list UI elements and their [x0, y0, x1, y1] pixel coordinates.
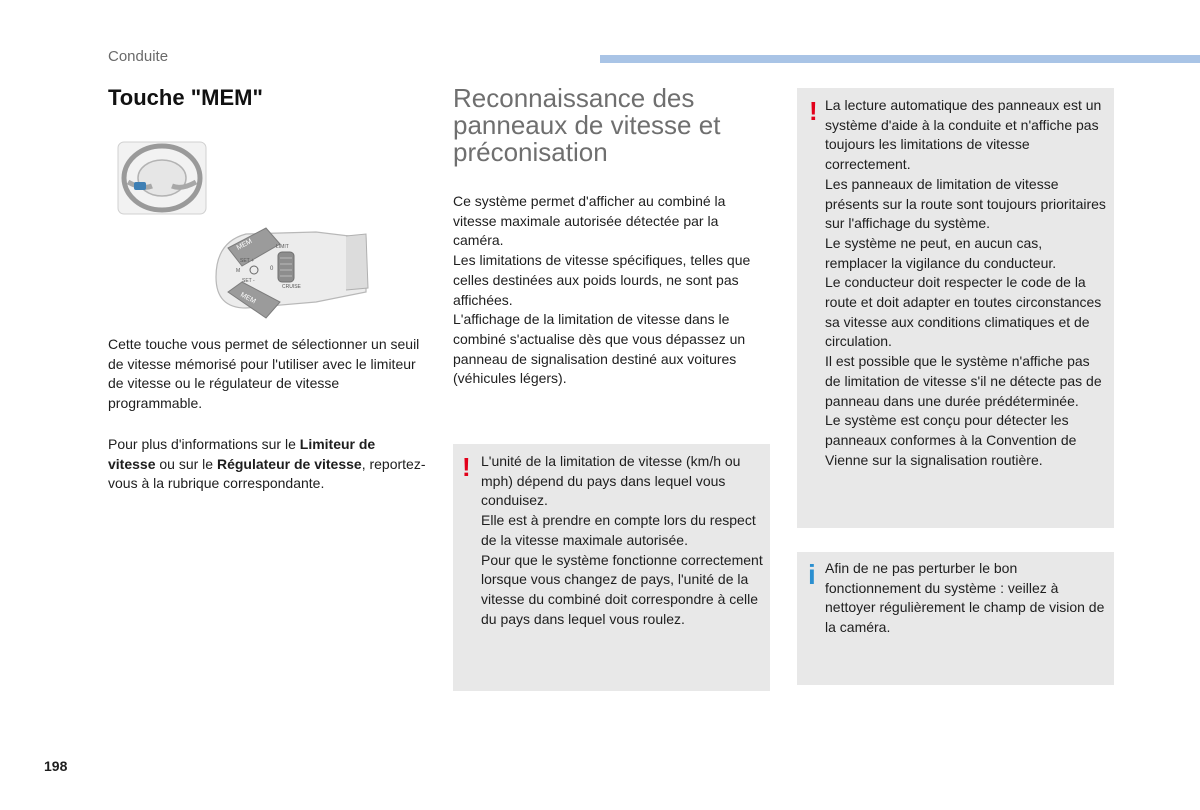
- section-title: Conduite: [108, 48, 169, 65]
- mem-description: Cette touche vous permet de sélectionner un seuil de vitesse mémorisé pour l'utiliser avec le limiteur de vitesse ou le régulateur de vitesse programmable.: [108, 336, 420, 412]
- warning-box-unit: [453, 444, 770, 691]
- m-label: M: [236, 268, 241, 274]
- cruise-label: CRUISE: [282, 284, 301, 290]
- mem-more-info: Pour plus d'informations sur le Limiteur de vitesse ou sur le Régulateur de vitesse, reportez-vous à la rubrique correspondante.: [108, 436, 426, 492]
- warning-box-recognition: [797, 88, 1114, 528]
- page-number: 198: [44, 758, 68, 774]
- warning-icon: !: [462, 452, 471, 482]
- steering-wheel-illustration: [112, 138, 212, 218]
- limit-label: LIMIT: [276, 244, 289, 250]
- mem-label-bottom: MEM: [239, 291, 257, 306]
- set-plus-label: SET +: [240, 258, 254, 264]
- mem-button-highlight: [134, 182, 146, 190]
- info-text-camera: Afin de ne pas perturber le bon fonctionnement du système : veillez à nettoyer régulièrement le champ de vision de la caméra.: [825, 560, 1105, 636]
- cruise-control-link: Régulateur de vitesse: [216, 455, 362, 472]
- mem-title: Touche "MEM": [108, 85, 263, 110]
- set-minus-label: SET -: [242, 278, 255, 284]
- header-bar: [600, 55, 1200, 63]
- mem-label-top: MEM: [235, 237, 254, 252]
- zero-label: 0: [270, 266, 274, 272]
- info-box-camera: [797, 552, 1114, 685]
- info-icon: i: [808, 559, 816, 590]
- warning-text-recognition: La lecture automatique des panneaux est un système d'aide à la conduite et n'affiche pas toujours les limitations de vitesse correctement. Les panneaux de limitation de vitesse présents sur la route sont toujours prioritaires sur l'affichage du système. Le système ne peut, en aucun cas, remplacer la vigilance du conducteur. Le conducteur doit respecter le code de la route et doit adapter en toutes circonstances sa vitesse aux conditions climatiques et de circulation. Il est possible que le système n'affiche pas de limitation de vitesse s'il ne détecte pas de panneau dans une durée prédéterminée. Le système est conçu pour détecter les panneaux conformes à la Convention de Vienne sur la signalisation routière.: [825, 97, 1106, 468]
- warning-text-unit: L'unité de la limitation de vitesse (km/h ou mph) dépend du pays dans lequel vous conduisez. Elle est à prendre en compte lors du respect de la vitesse maximale autorisée. Pour que le système fonctionne correctement lorsque vous changez de pays, l'unité de la vitesse du combiné doit correspondre à celle du pays dans lequel vous roulez.: [481, 453, 763, 627]
- recognition-description: Ce système permet d'afficher au combiné la vitesse maximale autorisée détectée par la caméra. Les limitations de vitesse spécifiques, telles que celles destinées aux poids lourds, ne sont pas affichées. L'affichage de la limitation de vitesse dans le combiné s'actualise dès que vous dépassez un panneau de signalisation destiné aux voitures (véhicules légers).: [453, 193, 751, 387]
- warning-icon: !: [809, 96, 818, 126]
- limiter-link: Limiteur de vitesse: [108, 436, 376, 472]
- stalk-illustration: [206, 222, 376, 322]
- recognition-title: Reconnaissance des panneaux de vitesse et préconisation: [453, 83, 721, 167]
